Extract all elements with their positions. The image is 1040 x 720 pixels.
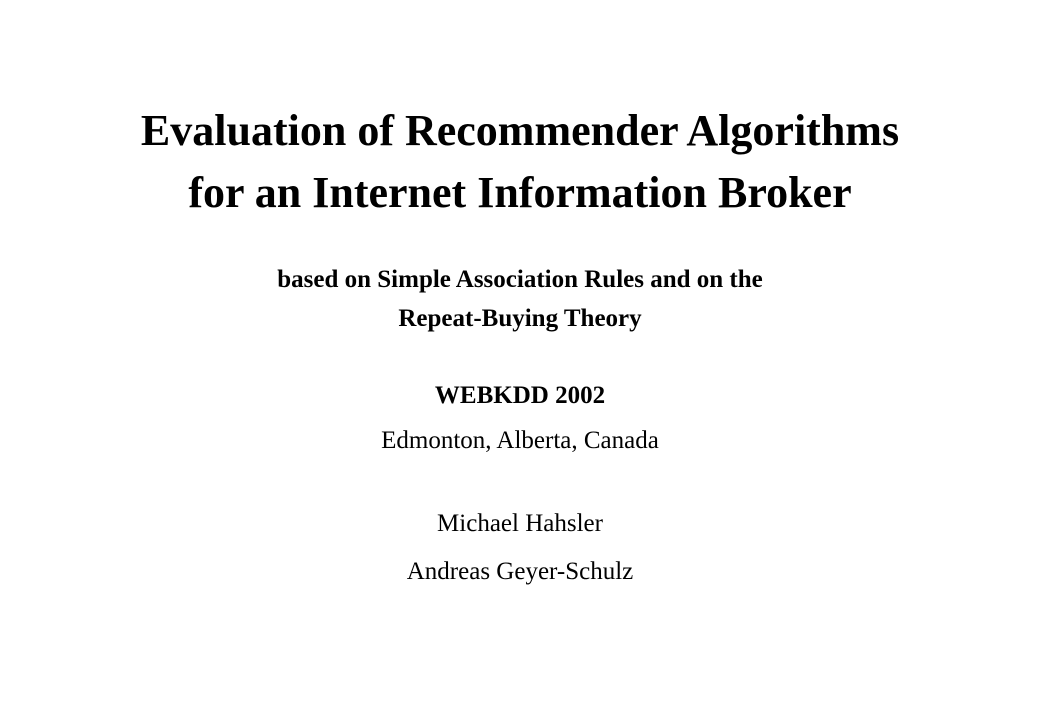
subtitle-line-2: Repeat-Buying Theory	[398, 305, 642, 332]
title-line-1: Evaluation of Recommender Algorithms	[140, 106, 900, 155]
event-name: WEBKDD 2002	[434, 382, 606, 409]
author-1: Michael Hahsler	[437, 510, 603, 537]
author-2: Andreas Geyer-Schulz	[406, 558, 634, 585]
title-line-2: for an Internet Information Broker	[188, 168, 852, 217]
event-location: Edmonton, Alberta, Canada	[381, 427, 659, 454]
subtitle-line-1: based on Simple Association Rules and on the	[277, 266, 763, 293]
